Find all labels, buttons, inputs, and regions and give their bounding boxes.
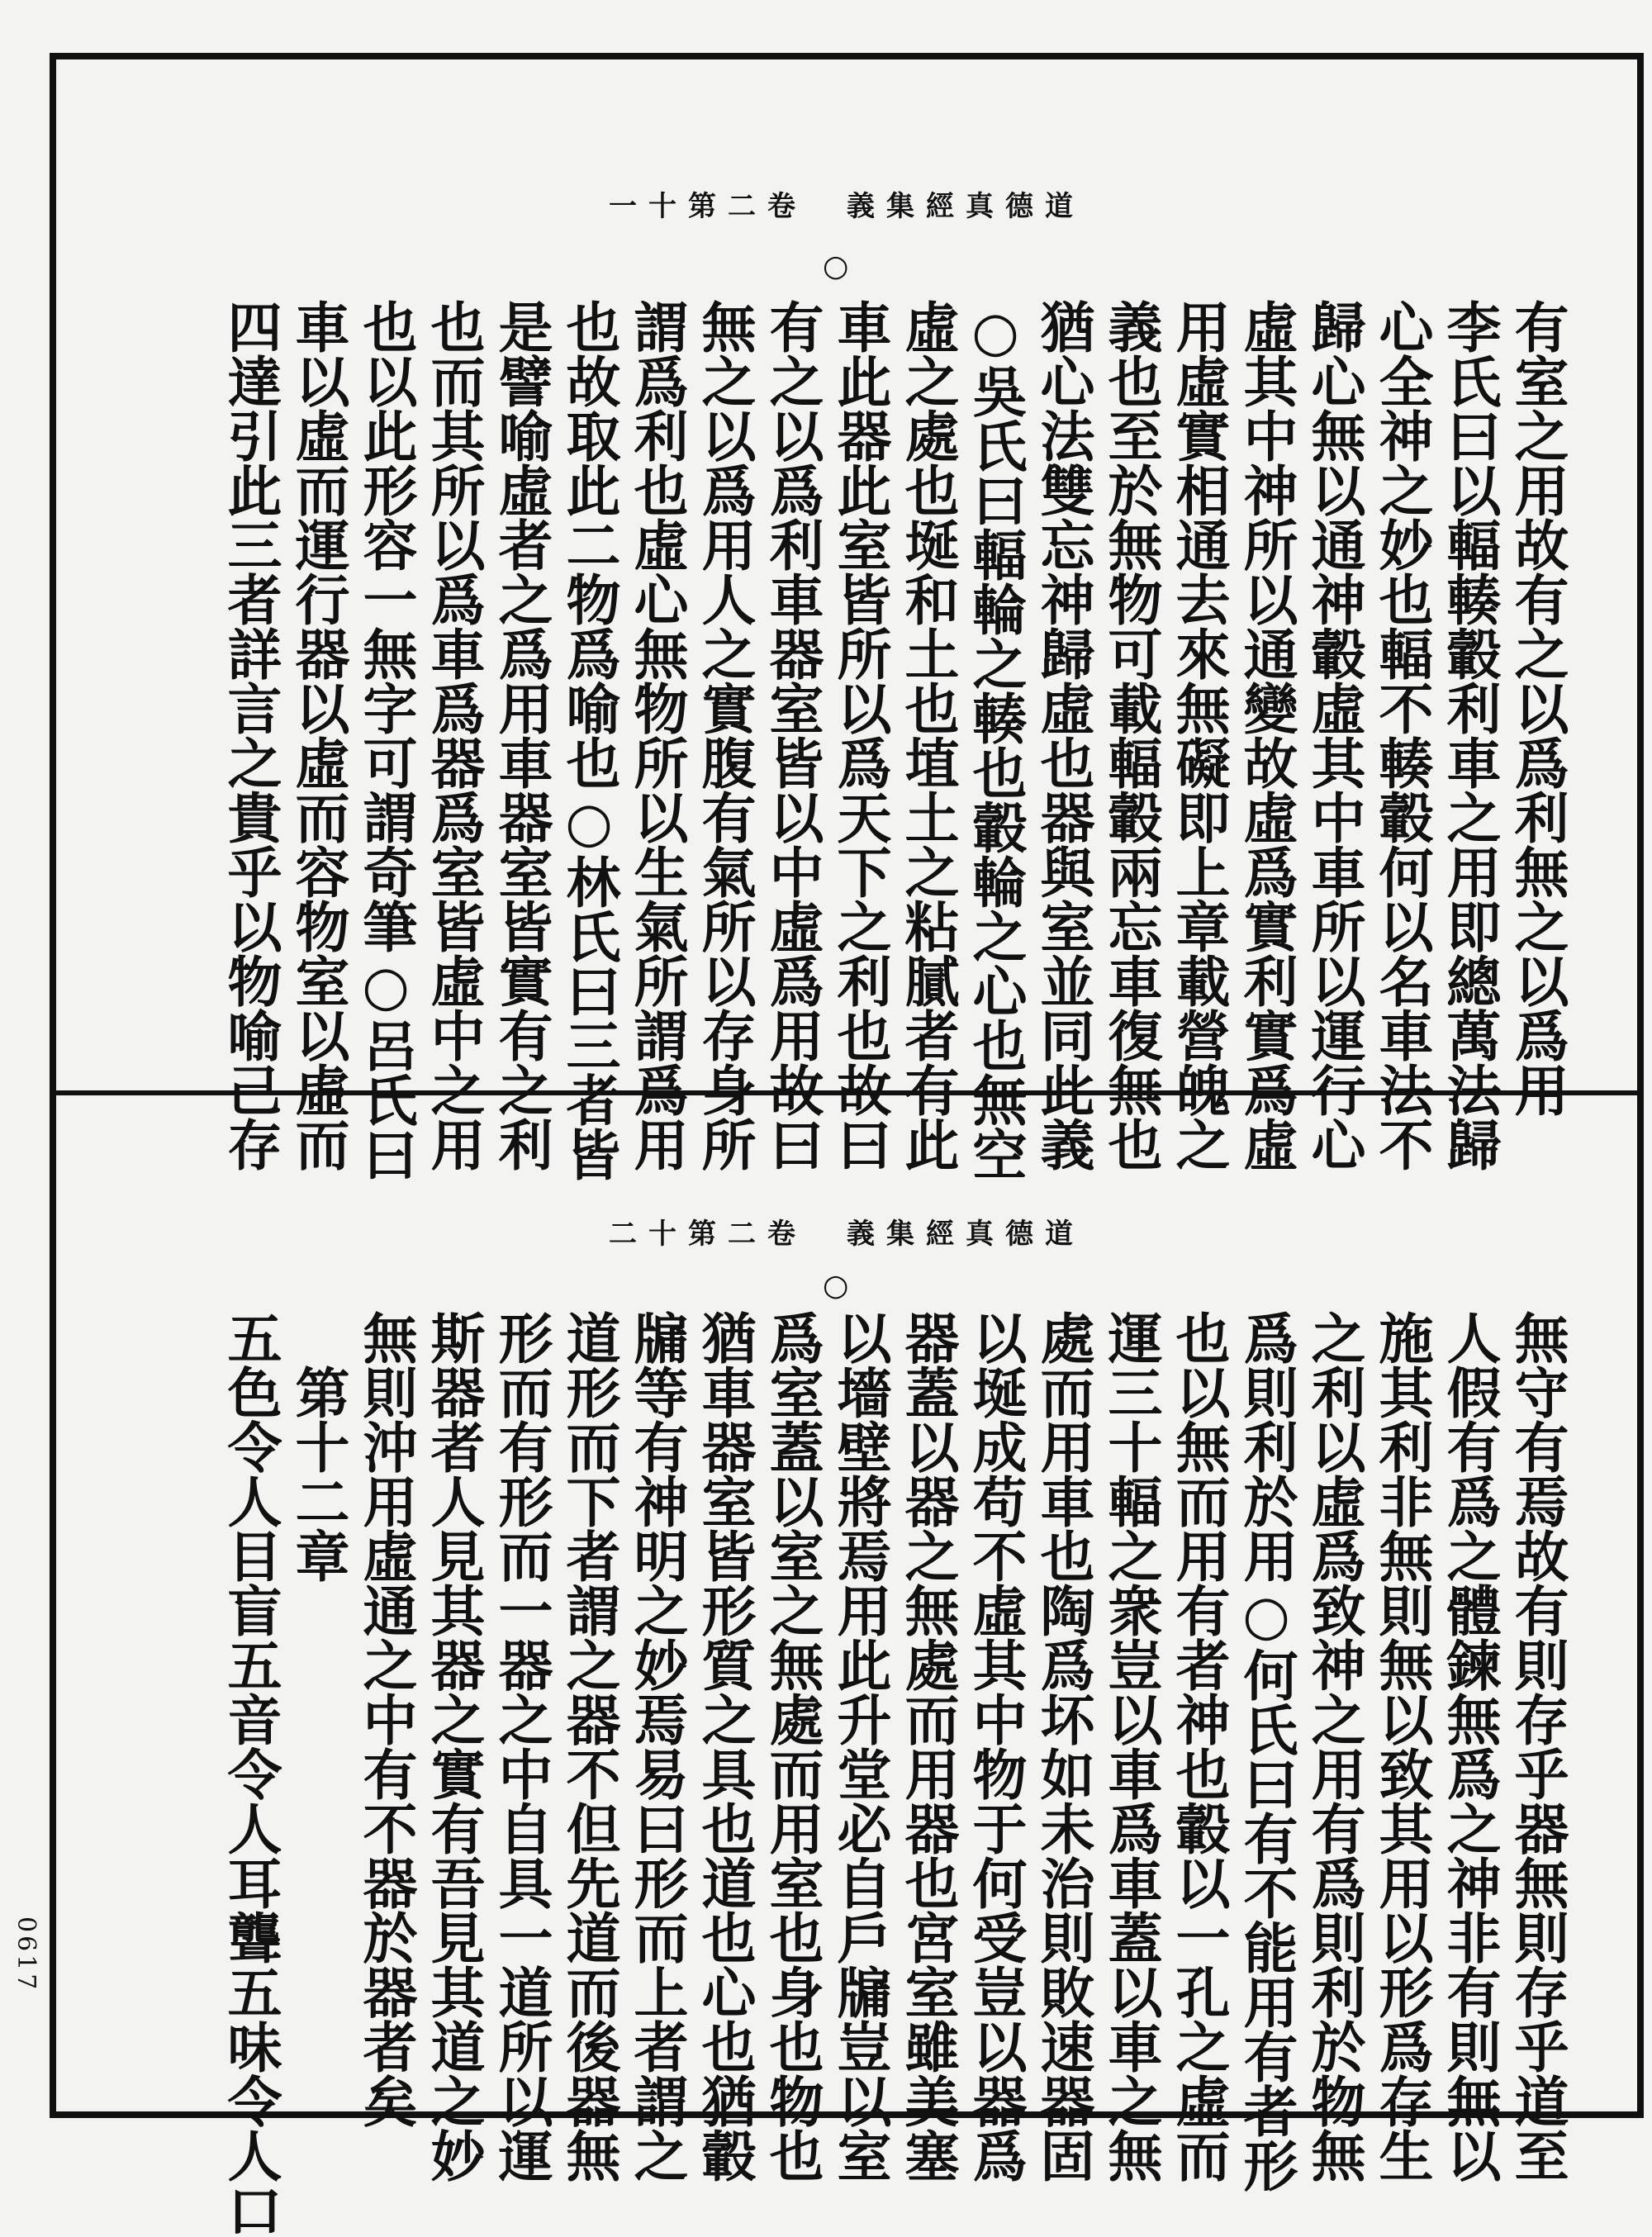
text-column: 心全神之妙也輻不輳轂何以名車法不 xyxy=(1370,299,1434,1171)
text-column: 無守有焉故有則存乎器無則存乎道至 xyxy=(1505,1310,1569,2182)
text-column: 也而其所以爲車爲器爲室皆虛中之用 xyxy=(421,299,486,1171)
text-column: 施其利非無則無以致其用以形爲存生 xyxy=(1370,1310,1434,2182)
top-leaf xyxy=(56,59,1637,1181)
text-column: 歸心無以通神轂虛其中車所以運行心 xyxy=(1302,299,1366,1171)
text-block-top xyxy=(93,299,1571,1181)
text-column: 無則沖用虛通之中有不器於器者矣 xyxy=(354,1310,418,2128)
text-column: 車此器此室皆所以爲天下之利也故曰 xyxy=(828,299,892,1171)
text-column: 猶車器室皆形質之具也道也心也猶轂 xyxy=(692,1310,757,2182)
text-column: 形而有形而一器之中自具一道所以運 xyxy=(489,1310,553,2182)
text-column: 以埏成苟不虛其中物于何受豈以器爲 xyxy=(963,1310,1028,2182)
text-column: 斯器者人見其器之實有吾見其道之妙 xyxy=(421,1310,486,2182)
text-column: 運三十輻之衆豈以車爲車蓋以車之無 xyxy=(1099,1310,1163,2182)
text-column: 處而用車也陶爲坏如未治則敗速器固 xyxy=(1031,1310,1095,2182)
text-column: 車以虛而運行器以虛而容物室以虛而 xyxy=(286,299,350,1171)
text-column: 有室之用故有之以爲利無之以爲用 xyxy=(1505,299,1569,1117)
text-column: 以墻壁將焉用此升堂必自戶牖豈以室 xyxy=(828,1310,892,2182)
text-column: 無之以爲用人之實腹有氣所以存身所 xyxy=(692,299,757,1171)
circle-marker-top: ○ xyxy=(823,249,849,283)
text-column: 是譬喻虛者之爲用車器室皆實有之利 xyxy=(489,299,553,1171)
text-column: 爲則利於用○何氏曰有不能用有者形 xyxy=(1234,1310,1298,2192)
text-column: 道形而下者謂之器不但先道而後器無 xyxy=(557,1310,621,2182)
text-column: 虛之處也埏和土也埴土之粘膩者有此 xyxy=(895,299,960,1171)
text-column: 用虛實相通去來無礙即上章載營魄之 xyxy=(1166,299,1231,1171)
text-column: 也以此形容一無字可謂奇筆○呂氏曰 xyxy=(354,299,418,1181)
text-column: 牖等有神明之妙焉易曰形而上者謂之 xyxy=(624,1310,689,2182)
text-column: 第十二章 xyxy=(286,1310,350,1583)
bottom-leaf xyxy=(56,1090,1637,2237)
text-column: 人假有爲之體鍊無爲之神非有則無以 xyxy=(1437,1310,1502,2182)
text-column: 之利以虛爲致神之用有爲則利於物無 xyxy=(1302,1310,1366,2182)
text-block-bottom xyxy=(93,1310,1571,2237)
page-frame xyxy=(50,53,1644,2237)
text-column: 五色令人目盲五音令人耳聾五味令人口 xyxy=(218,1310,282,2237)
text-column: 虛其中神所以通變故虛爲實利實爲虛 xyxy=(1234,299,1298,1171)
text-column: 器蓋以器之無處而用器也宮室雖美塞 xyxy=(895,1310,960,2182)
page-number: 0617 xyxy=(12,1916,40,1993)
text-column: 也以無而用有者神也轂以一孔之虛而 xyxy=(1166,1310,1231,2182)
text-column: 李氏曰以輻輳轂利車之用即總萬法歸 xyxy=(1437,299,1502,1171)
running-head-bottom: 二十第二卷 義集經真德道 xyxy=(609,1218,1085,1251)
text-column: 謂爲利也虛心無物所以生氣所謂爲用 xyxy=(624,299,689,1171)
text-column: 爲室蓋以室之無處而用室也身也物也 xyxy=(760,1310,824,2182)
text-column: 義也至於無物可載輻轂兩忘車復無也 xyxy=(1099,299,1163,1171)
text-column: 也故取此二物爲喻也○林氏曰三者皆 xyxy=(557,299,621,1181)
circle-marker-bottom: ○ xyxy=(823,1269,849,1303)
text-column: ○吳氏曰輻輪之輳也轂輪之心也無空 xyxy=(963,299,1028,1181)
running-head-top: 一十第二卷 義集經真德道 xyxy=(609,190,1085,223)
text-column: 四達引此三者詳言之貴乎以物喻己存 xyxy=(218,299,282,1171)
text-column: 有之以爲利車器室皆以中虛爲用故曰 xyxy=(760,299,824,1171)
text-column: 猶心法雙忘神歸虛也器與室並同此義 xyxy=(1031,299,1095,1171)
